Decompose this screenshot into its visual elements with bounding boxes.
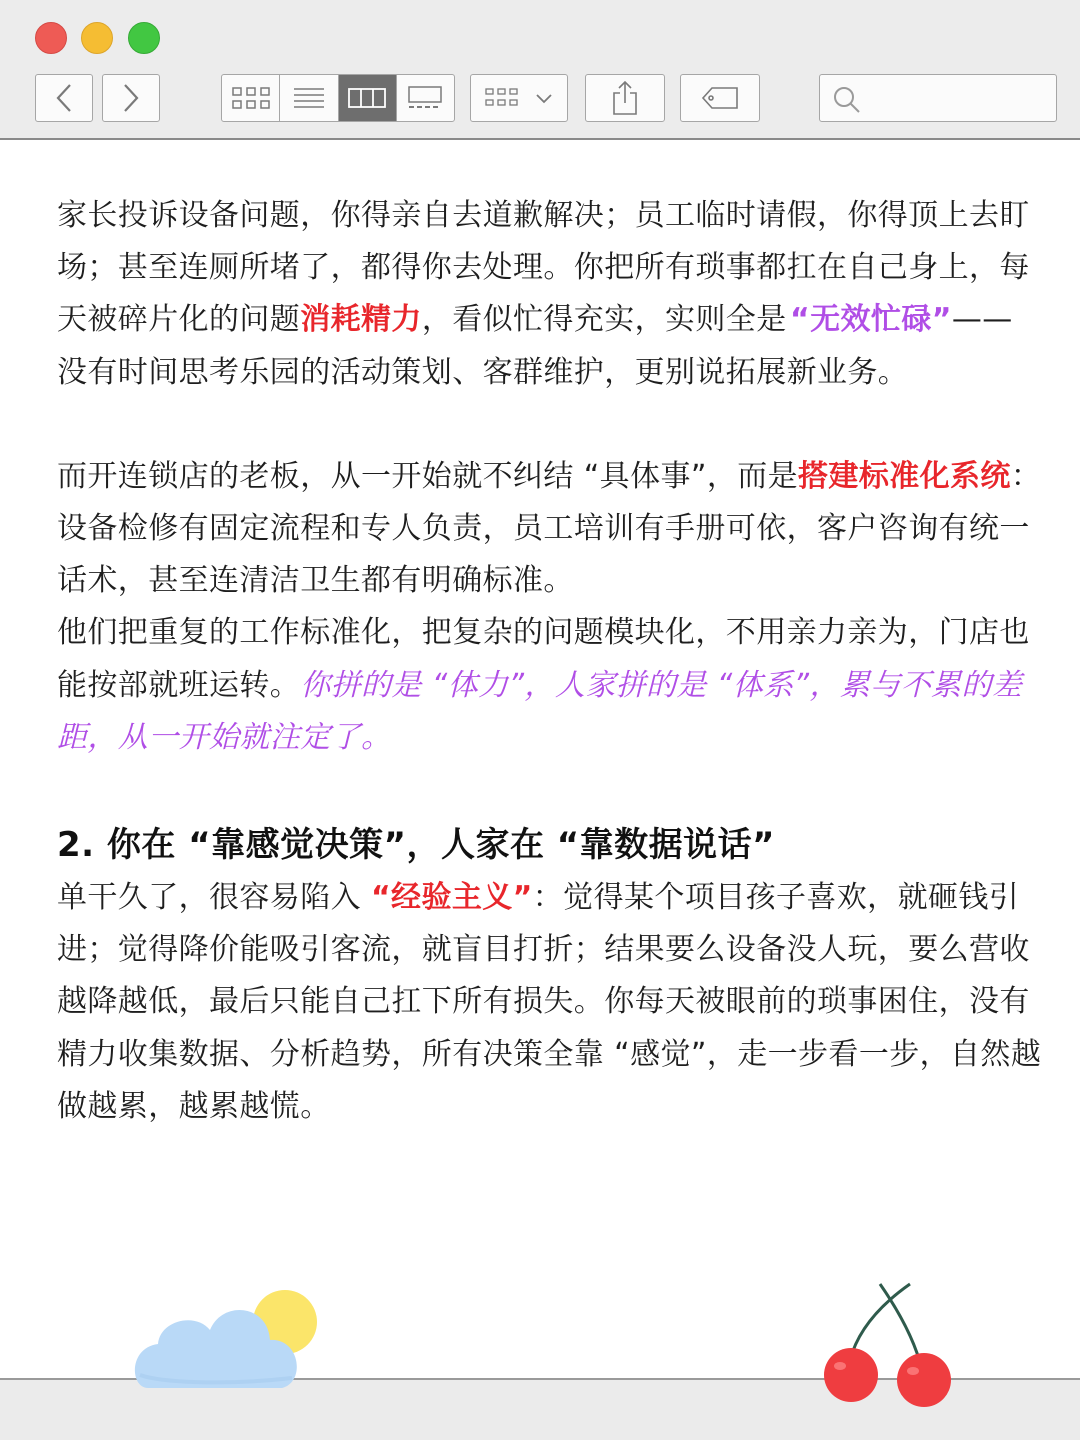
- window-toolbar: [0, 0, 1080, 140]
- gallery-view-button[interactable]: [397, 75, 454, 121]
- list-view-icon: [292, 86, 326, 110]
- search-icon: [832, 85, 862, 115]
- column-view-icon: [347, 86, 387, 110]
- zoom-window-button[interactable]: [128, 22, 160, 54]
- close-window-button[interactable]: [35, 22, 67, 54]
- text: ：设备检修有固定流程和专人负责，员工培训有手册可依，客户咨询有统一话术，甚至连清洁卫生都有明确标准。: [57, 458, 1042, 599]
- paragraph-4: [57, 872, 1047, 1133]
- highlight-purple: “无效忙碌”: [790, 302, 952, 338]
- text: ：觉得某个项目孩子喜欢，就砸钱引进；觉得降价能吸引客流，就盲目打折；结果要么设备没人玩，要么营收越降越低，最后只能自己扛下所有损失。你每天被眼前的琐事困住，没有精力收集数据、分析趋势，所有决策全靠 “感觉”，走一步看一步，自然越做越累，越累越慌。: [57, 880, 1042, 1124]
- highlight-red: 消耗精力: [300, 302, 422, 338]
- text: 家长投诉设备问题，你得亲自去道歉解决；员工临时请假，你得顶上去盯场；甚至连厕所堵了，都得你去处理。你把所有琐事都扛在自己身上，每天被碎片化的问题: [57, 198, 1030, 338]
- icon-view-button[interactable]: [222, 75, 280, 121]
- minimize-window-button[interactable]: [81, 22, 113, 54]
- gallery-view-icon: [406, 85, 444, 111]
- tag-button[interactable]: [680, 74, 760, 122]
- paragraph-1: [57, 190, 1047, 399]
- text: 单干久了，很容易陷入: [57, 880, 371, 916]
- list-view-button[interactable]: [280, 75, 338, 121]
- share-button[interactable]: [585, 74, 665, 122]
- text: —— 没有时间思考乐园的活动策划、客群维护，更别说拓展新业务。: [57, 302, 1013, 390]
- chevron-down-icon: [534, 91, 554, 105]
- text: 而开连锁店的老板，从一开始就不纠结 “具体事”，而是: [57, 458, 799, 494]
- cloud-sun-illustration: [135, 1290, 317, 1388]
- share-icon: [610, 79, 640, 117]
- text: 他们把重复的工作标准化，把复杂的问题模块化，不用亲力亲为，门店也能按部就班运转。: [57, 615, 1030, 703]
- highlight-red: “经验主义”: [370, 880, 533, 916]
- search-input[interactable]: [870, 81, 1050, 117]
- arrange-grid-icon: [484, 86, 524, 110]
- back-button[interactable]: [35, 74, 93, 122]
- highlight-red: 搭建标准化系统: [798, 458, 1011, 494]
- article-body: [57, 190, 1047, 1133]
- icon-view-icon: [231, 85, 271, 111]
- column-view-button[interactable]: [339, 75, 397, 121]
- arrange-dropdown[interactable]: [470, 74, 568, 122]
- forward-button[interactable]: [102, 74, 160, 122]
- bottom-bar: [0, 1378, 1080, 1440]
- back-chevron-icon: [54, 82, 74, 114]
- italic-highlight-purple: 你拼的是 “体力”，人家拼的是 “体系”，累与不累的差距，从一开始就注定了。: [57, 667, 1023, 755]
- view-mode-selector: [221, 74, 455, 122]
- tag-icon: [700, 85, 740, 111]
- forward-chevron-icon: [121, 82, 141, 114]
- section-heading: 2. 你在 “靠感觉决策”，人家在 “靠数据说话”: [57, 825, 775, 866]
- search-field[interactable]: [819, 74, 1057, 122]
- text: ，看似忙得充实，实则全是: [421, 302, 787, 338]
- paragraph-3: [57, 607, 1047, 764]
- paragraph-2: [57, 451, 1047, 608]
